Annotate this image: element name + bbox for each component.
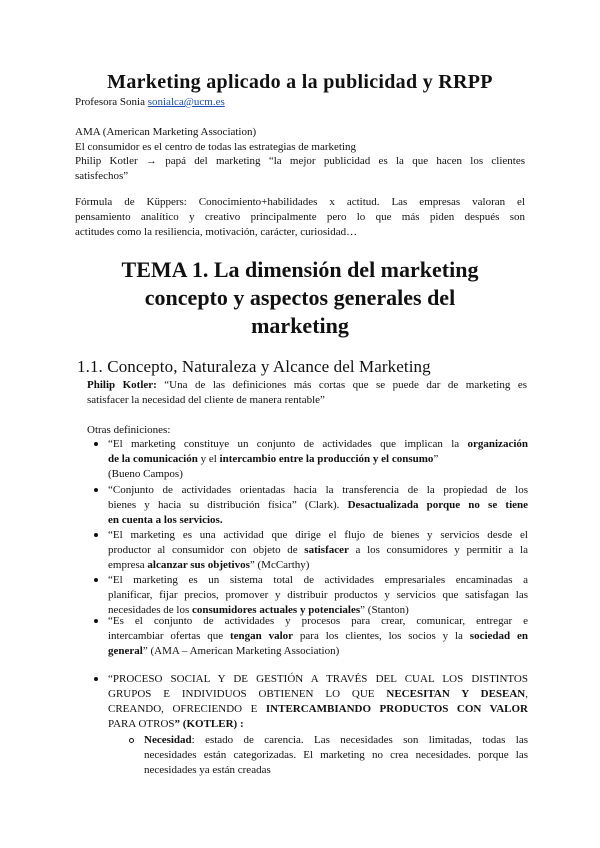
definition-4-text: necesidades de los	[108, 604, 192, 616]
otras-definiciones-label: Otras definiciones:	[87, 424, 171, 436]
tema-heading-line-2: concepto y aspectos generales del	[144, 285, 456, 310]
bullet-dot	[94, 533, 98, 537]
document-title: Marketing aplicado a la publicidad y RRPP	[107, 71, 493, 93]
necesidad-text: : estado de carencia. Las necesidades son limitadas, todas las	[191, 734, 528, 746]
necesidad-line-1	[144, 733, 528, 748]
definition-6-bold-3: ” (KOTLER) :	[174, 718, 244, 730]
professor-label: Profesora Sonia	[75, 96, 148, 108]
intro-line-3: Philip Kotler → papá del marketing “la mejor publicidad es la que hacen los clientes	[75, 155, 525, 167]
definition-5-text-3: ” (AMA – American Marketing Association)	[142, 645, 340, 657]
definition-5-text-2: para los clientes, los socios y la	[293, 630, 470, 642]
definition-4-line-2: planificar, fijar precios, promover y distribuir productos y servicios que satisfagan las	[108, 589, 528, 601]
definition-6-line-3	[108, 702, 528, 717]
kotler-label: Philip Kotler:	[87, 379, 157, 391]
intro-line-1: AMA (American Marketing Association)	[75, 126, 257, 138]
professor-line	[75, 95, 225, 110]
definition-5-text: intercambiar ofertas que	[108, 630, 230, 642]
definition-3-line-2	[108, 543, 528, 558]
definition-5-line-1: “Es el conjunto de actividades y procesos para crear, comunicar, entregar e	[108, 615, 528, 627]
definition-5-line-2	[108, 629, 528, 644]
kuppers-line-2: pensamiento analítico y creativo principalmente pero lo que más piden después son	[75, 211, 525, 223]
definition-1-bold: organización	[467, 438, 528, 450]
definition-2-bold: Desactualizada porque no se tiene	[347, 499, 529, 511]
definition-3-line-1: “El marketing es una actividad que dirige el flujo de bienes y servicios desde el	[108, 529, 528, 541]
bullet-dot	[94, 578, 98, 582]
bullet-dot	[94, 677, 98, 681]
definition-6-text-2: ,	[525, 688, 529, 700]
definition-1-line-1	[108, 437, 528, 452]
tema-heading-line-3: marketing	[251, 313, 349, 338]
definition-1-bold-3: intercambio entre la producción y el consumo	[219, 453, 434, 465]
definition-4-text-2: ” (Stanton)	[360, 604, 409, 616]
definition-6-text: GRUPOS E INDIVIDUOS OBTIENEN LO QUE	[108, 688, 387, 700]
kotler-quote-start: “Una de las definiciones más cortas que se puede dar de marketing es	[156, 379, 528, 391]
definition-3-line-3	[108, 558, 309, 573]
definition-6-line-4	[108, 717, 244, 732]
tema-heading	[60, 256, 540, 340]
intro-line-4: satisfechos”	[75, 170, 129, 182]
definition-6-text-4: PARA OTROS	[108, 718, 175, 730]
definition-3-bold: satisfacer	[304, 544, 349, 556]
definition-3-text-4: ” (McCarthy)	[249, 559, 310, 571]
definition-1-bold-2: de la comunicación	[108, 453, 198, 465]
definition-4-line-1: “El marketing es un sistema total de actividades empresariales encaminadas a	[108, 574, 528, 586]
definition-2-line-1: “Conjunto de actividades orientadas hacia la transferencia de la propiedad de los	[108, 484, 528, 496]
professor-email-link[interactable]: sonialca@ucm.es	[147, 96, 225, 108]
section-heading: 1.1. Concepto, Naturaleza y Alcance del Marketing	[77, 357, 431, 376]
definition-1-line-3: (Bueno Campos)	[108, 468, 183, 480]
necesidad-line-3: necesidades ya están creadas	[144, 764, 271, 776]
definition-1-text: “El marketing constituye un conjunto de actividades que implican la	[108, 438, 468, 450]
definition-6-bold-2: INTERCAMBIANDO PRODUCTOS CON VALOR	[265, 703, 528, 715]
sub-bullet-circle	[129, 738, 134, 743]
bullet-dot	[94, 488, 98, 492]
necesidad-label: Necesidad	[144, 734, 192, 746]
definition-3-bold-2: alcanzar sus objetivos	[147, 559, 250, 571]
definition-6-text-3: CREANDO, OFRECIENDO E	[108, 703, 266, 715]
definition-3-text: productor al consumidor con objeto de	[108, 544, 305, 556]
kotler-definition-line-1	[87, 378, 527, 393]
definition-2-bold-2: en cuenta a los servicios.	[108, 514, 223, 526]
definition-4-bold: consumidores actuales y potenciales	[192, 604, 361, 616]
definition-5-bold-2: sociedad en	[469, 630, 528, 642]
definition-5-bold-3: general	[108, 645, 143, 657]
definition-1-line-2	[108, 452, 438, 467]
bullet-dot	[94, 442, 98, 446]
definition-3-text-3: empresa	[108, 559, 148, 571]
definition-2-text: bienes y hacia su distribución física” (Clark).	[108, 499, 348, 511]
kotler-definition-line-2: satisfacer la necesidad del cliente de manera rentable”	[87, 394, 325, 406]
definition-6-line-2	[108, 687, 528, 702]
definition-5-bold: tengan valor	[229, 630, 294, 642]
tema-heading-line-1: TEMA 1. La dimensión del marketing	[121, 257, 479, 282]
definition-5-line-3	[108, 644, 339, 659]
kuppers-line-1: Fórmula de Küppers: Conocimiento+habilidades x actitud. Las empresas valoran el	[75, 196, 525, 208]
definition-3-text-2: a los consumidores y permitir a la	[348, 544, 529, 556]
necesidad-line-2: necesidades están categorizadas. El marketing no crea necesidades. porque las	[144, 749, 528, 761]
kuppers-line-3: actitudes como la resiliencia, motivación, carácter, curiosidad…	[75, 226, 358, 238]
definition-1-text-2: y el	[197, 453, 220, 465]
definition-2-line-3	[108, 513, 223, 528]
definition-6-line-1: “PROCESO SOCIAL Y DE GESTIÓN A TRAVÉS DEL CUAL LOS DISTINTOS	[108, 673, 528, 685]
intro-line-2: El consumidor es el centro de todas las estrategias de marketing	[75, 141, 357, 153]
definition-6-bold: NECESITAN Y DESEAN	[386, 688, 526, 700]
definition-1-text-3: ”	[433, 453, 439, 465]
bullet-dot	[94, 619, 98, 623]
definition-2-line-2	[108, 498, 528, 513]
